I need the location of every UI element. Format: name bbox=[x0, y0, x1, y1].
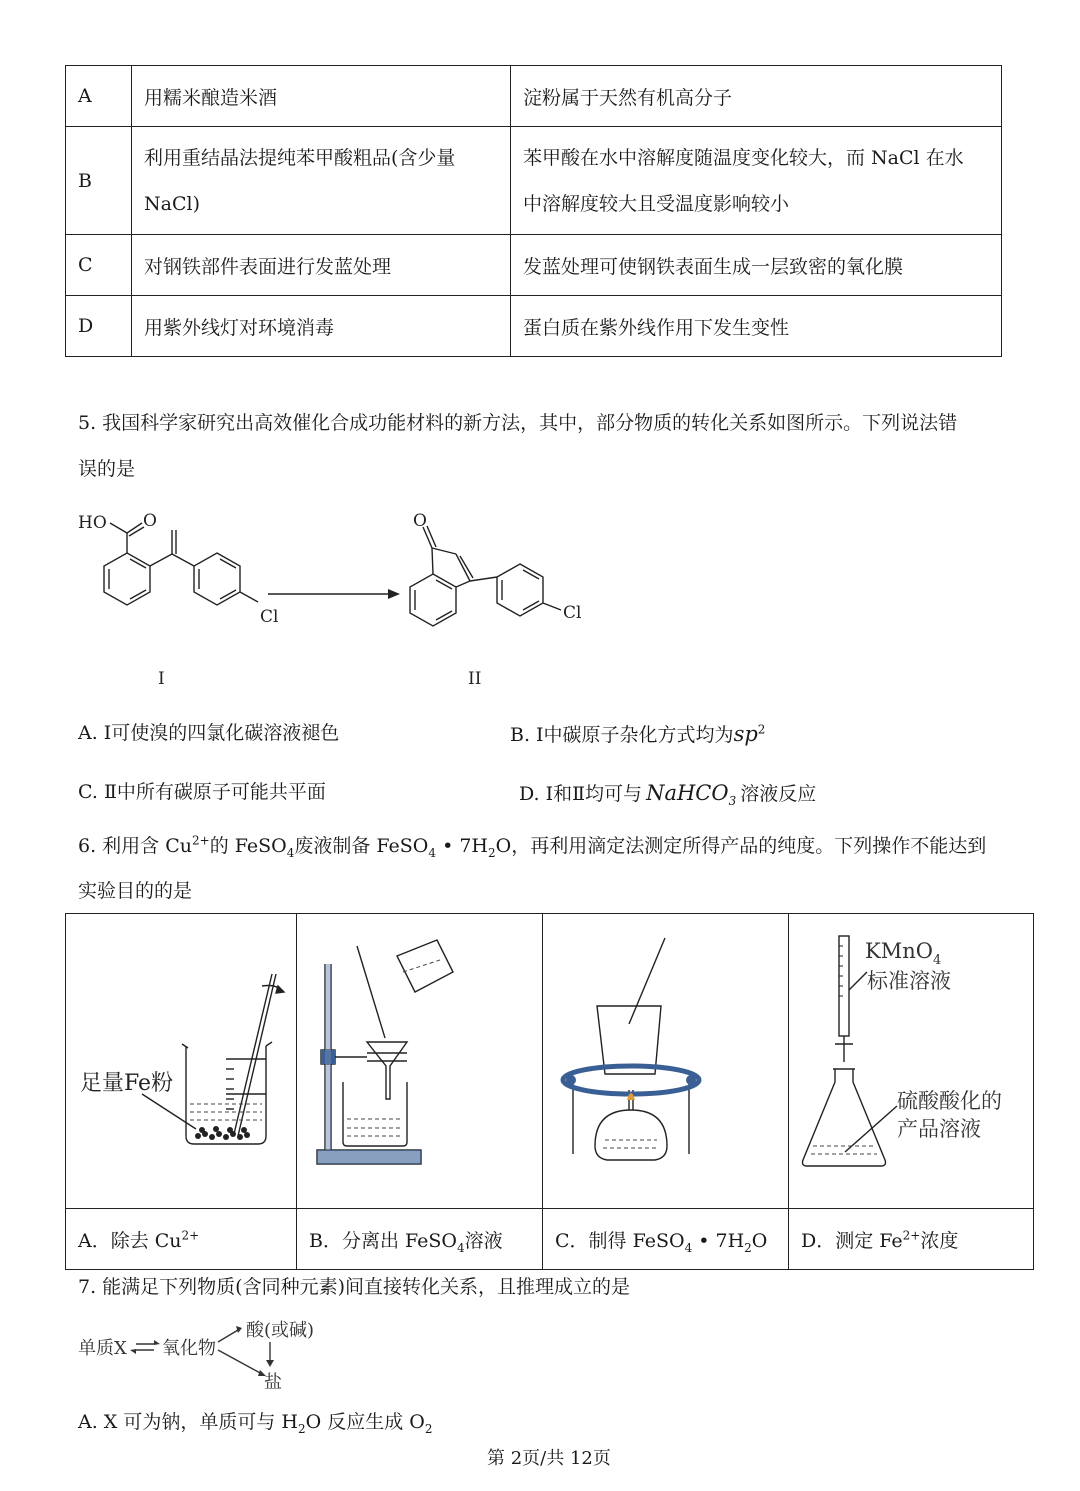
figure-cell-c bbox=[543, 914, 789, 1209]
reason-cell bbox=[511, 127, 1002, 235]
method-cell: 用糯米酿造米酒 bbox=[132, 66, 511, 127]
o-label: O bbox=[143, 511, 157, 531]
answer-table bbox=[65, 65, 1002, 357]
q5-option-c: C. Ⅱ中所有碳原子可能共平面 bbox=[78, 781, 326, 803]
row-label: A bbox=[66, 66, 132, 127]
titration-figure bbox=[789, 914, 1033, 1204]
subscript: 2 bbox=[424, 1421, 433, 1436]
math-text bbox=[646, 781, 737, 809]
stem-part: 6. 利用含 Cu bbox=[78, 835, 192, 857]
label-text: KMnO bbox=[865, 939, 933, 963]
standard-solution-label: 标准溶液 bbox=[867, 969, 951, 993]
page-number: 第 2页/共 12页 bbox=[487, 1448, 611, 1469]
cell-line: NaCl) bbox=[144, 192, 200, 215]
subscript: 4 bbox=[428, 845, 437, 860]
math-text: sp bbox=[733, 722, 758, 746]
subscript: 2 bbox=[297, 1421, 306, 1436]
stem-part: • 7H bbox=[436, 835, 488, 857]
subscript: 4 bbox=[286, 845, 295, 860]
figure-cell-a bbox=[66, 914, 297, 1209]
superscript: 2+ bbox=[181, 1228, 200, 1243]
method-cell bbox=[132, 127, 511, 235]
caption-text: • 7H bbox=[692, 1229, 745, 1252]
table-row bbox=[66, 235, 1002, 296]
filtration-figure bbox=[297, 914, 542, 1204]
math-part: NaHCO bbox=[646, 781, 729, 805]
row-label: B bbox=[66, 127, 132, 235]
cl-label: Cl bbox=[563, 603, 582, 623]
option-text: D. Ⅰ和Ⅱ均可与 bbox=[519, 783, 643, 805]
caption-b bbox=[297, 1209, 543, 1270]
stem-part: 的 FeSO bbox=[209, 835, 287, 857]
q7-stem-line1: 7. 能满足下列物质(含同种元素)间直接转化关系，且推理成立的是 bbox=[78, 1276, 630, 1298]
cell-line: 苯甲酸在水中溶解度随温度变化较大，而 NaCl 在水 bbox=[523, 146, 964, 169]
element-x-label: 单质X bbox=[78, 1338, 127, 1359]
q5-option-b bbox=[510, 724, 765, 745]
caption-text: 浓度 bbox=[920, 1229, 959, 1252]
subscript: 4 bbox=[456, 1240, 465, 1255]
subscript: 3 bbox=[728, 794, 737, 809]
conversion-diagram bbox=[74, 1316, 354, 1396]
row-label: C bbox=[66, 235, 132, 296]
superscript: 2+ bbox=[191, 833, 210, 848]
superscript: 2+ bbox=[902, 1228, 921, 1243]
stem-part: 废液制备 FeSO bbox=[294, 835, 429, 857]
subscript: 2 bbox=[487, 845, 496, 860]
caption-row bbox=[66, 1209, 1034, 1270]
subscript: 4 bbox=[684, 1240, 693, 1255]
ho-label: HO bbox=[78, 513, 107, 533]
reason-cell: 蛋白质在紫外线作用下发生变性 bbox=[511, 296, 1002, 357]
compound-label-2: II bbox=[468, 669, 482, 689]
subscript: 2 bbox=[744, 1240, 752, 1255]
experiment-table bbox=[65, 913, 1034, 1270]
option-text: A. X 可为钠，单质可与 H bbox=[78, 1411, 298, 1433]
caption-c bbox=[543, 1209, 789, 1270]
acidified-label: 硫酸酸化的 bbox=[897, 1089, 1002, 1113]
q7-option-a bbox=[78, 1411, 433, 1436]
table-row bbox=[66, 296, 1002, 357]
caption-text: C．制得 FeSO bbox=[555, 1229, 685, 1252]
method-cell: 用紫外线灯对环境消毒 bbox=[132, 296, 511, 357]
figure-cell-b bbox=[297, 914, 543, 1209]
q6-stem-line2: 实验目的的是 bbox=[78, 880, 193, 902]
row-label: D bbox=[66, 296, 132, 357]
figure-cell-d bbox=[789, 914, 1034, 1209]
kmno4-label bbox=[865, 939, 941, 968]
caption-a bbox=[66, 1209, 297, 1270]
cell-line: 利用重结晶法提纯苯甲酸粗品(含少量 bbox=[144, 146, 456, 169]
q5-stem-line1: 5. 我国科学家研究出高效催化合成功能材料的新方法，其中，部分物质的转化关系如图所示。下列说法错 bbox=[78, 412, 958, 434]
table-row bbox=[66, 127, 1002, 235]
reason-cell: 发蓝处理可使钢铁表面生成一层致密的氧化膜 bbox=[511, 235, 1002, 296]
caption-d bbox=[789, 1209, 1034, 1270]
option-text: 溶液反应 bbox=[740, 783, 817, 805]
stem-part: O，再利用滴定法测定所得产品的纯度。下列操作不能达到 bbox=[495, 835, 987, 857]
q5-stem-line2: 误的是 bbox=[78, 458, 136, 480]
oxide-label: 氧化物 bbox=[162, 1338, 216, 1359]
q5-option-d bbox=[519, 781, 817, 809]
evaporation-figure bbox=[543, 914, 788, 1204]
product-solution-label: 产品溶液 bbox=[897, 1117, 981, 1141]
acid-base-label: 酸(或碱) bbox=[246, 1320, 315, 1341]
figure-row bbox=[66, 914, 1034, 1209]
reason-cell: 淀粉属于天然有机高分子 bbox=[511, 66, 1002, 127]
table-row bbox=[66, 66, 1002, 127]
o-label: O bbox=[413, 511, 427, 531]
fe-powder-label: 足量Fe粉 bbox=[80, 1071, 174, 1096]
q6-stem-line1 bbox=[78, 833, 987, 860]
beaker-stirring-figure bbox=[66, 914, 296, 1204]
compound-label-1: I bbox=[158, 669, 165, 689]
q5-option-a: A. Ⅰ可使溴的四氯化碳溶液褪色 bbox=[78, 722, 340, 744]
salt-label: 盐 bbox=[264, 1372, 282, 1393]
caption-text: O bbox=[751, 1229, 768, 1252]
cl-label: Cl bbox=[260, 607, 279, 627]
option-text: B. Ⅰ中碳原子杂化方式均为 bbox=[510, 724, 734, 746]
superscript: 2 bbox=[757, 722, 766, 737]
method-cell: 对钢铁部件表面进行发蓝处理 bbox=[132, 235, 511, 296]
reaction-scheme bbox=[70, 500, 630, 700]
option-text: O 反应生成 O bbox=[305, 1411, 425, 1433]
cell-line: 中溶解度较大且受温度影响较小 bbox=[523, 192, 790, 215]
subscript: 4 bbox=[932, 953, 942, 968]
caption-text: A．除去 Cu bbox=[78, 1229, 182, 1252]
caption-text: B．分离出 FeSO bbox=[309, 1229, 457, 1252]
caption-text: D．测定 Fe bbox=[801, 1229, 903, 1252]
caption-text: 溶液 bbox=[464, 1229, 503, 1252]
